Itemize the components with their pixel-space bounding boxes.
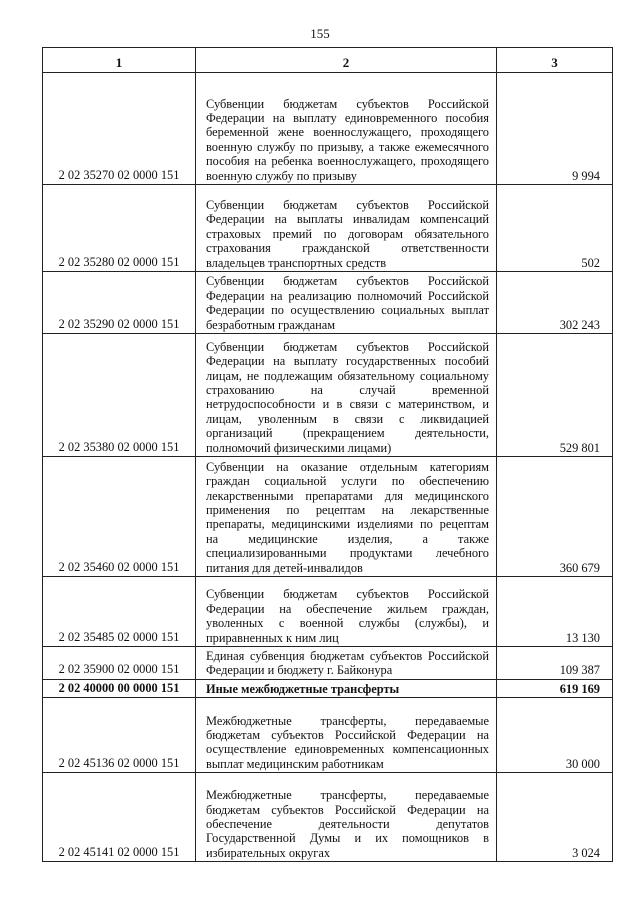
row-code: 2 02 35380 02 0000 151	[43, 334, 196, 457]
row-description: Единая субвенция бюджетам субъектов Российской Федерации и бюджету г. Байконура	[196, 647, 497, 680]
table-row	[43, 647, 613, 680]
table-row	[43, 577, 613, 647]
row-description: Иные межбюджетные трансферты	[196, 679, 497, 697]
row-description: Субвенции бюджетам субъектов Российской Федерации на реализацию полномочий Российской Федерации по осуществлению социальных выплат безработным гражданам	[196, 272, 497, 334]
table-row	[43, 272, 613, 334]
column-header-amount: 3	[497, 48, 613, 73]
table-row-section-total	[43, 679, 613, 697]
table-row	[43, 73, 613, 185]
table-row	[43, 185, 613, 272]
row-description: Субвенции бюджетам субъектов Российской Федерации на обеспечение жильем граждан, уволенных с военной службы (службы), и приравненных к ним лиц	[196, 577, 497, 647]
row-description: Субвенции на оказание отдельным категориям граждан социальной услуги по обеспечению лекарственными препаратами для медицинского применения по рецептам на лекарственные препараты, медицинскими изделиями по рецептам на медицинские изделия, а также специализированными продуктами лечебного питания для детей-инвалидов	[196, 457, 497, 577]
row-amount: 9 994	[497, 73, 613, 185]
row-code: 2 02 35280 02 0000 151	[43, 185, 196, 272]
row-amount: 302 243	[497, 272, 613, 334]
row-amount: 109 387	[497, 647, 613, 680]
row-description: Субвенции бюджетам субъектов Российской Федерации на выплату государственных пособий лицам, не подлежащим обязательному социальному страхованию на случай временной нетрудоспособности и в связи с материнством, и лицам, уволенным в связи с ликвидацией организаций (прекращением деятельности, полномочий физическими лицами)	[196, 334, 497, 457]
row-code: 2 02 35485 02 0000 151	[43, 577, 196, 647]
row-amount: 529 801	[497, 334, 613, 457]
page-number: 155	[310, 26, 330, 41]
table-row	[43, 457, 613, 577]
row-code: 2 02 35270 02 0000 151	[43, 73, 196, 185]
row-description: Субвенции бюджетам субъектов Российской Федерации на выплаты инвалидам компенсаций страховых премий по договорам обязательного страхования гражданской ответственности владельцев транспортных средств	[196, 185, 497, 272]
row-code: 2 02 45141 02 0000 151	[43, 773, 196, 862]
table-row	[43, 698, 613, 773]
table-header-row	[43, 48, 613, 73]
column-header-description: 2	[196, 48, 497, 73]
row-amount: 13 130	[497, 577, 613, 647]
row-amount: 619 169	[497, 679, 613, 697]
row-description: Субвенции бюджетам субъектов Российской Федерации на выплату единовременного пособия беременной жене военнослужащего, проходящего военную службу по призыву, а также ежемесячного пособия на ребенка военнослужащего, проходящего военную службу по призыву	[196, 73, 497, 185]
column-header-code: 1	[43, 48, 196, 73]
row-code: 2 02 45136 02 0000 151	[43, 698, 196, 773]
table-row	[43, 334, 613, 457]
row-amount: 30 000	[497, 698, 613, 773]
row-code: 2 02 35290 02 0000 151	[43, 272, 196, 334]
table-row	[43, 773, 613, 862]
row-description: Межбюджетные трансферты, передаваемые бюджетам субъектов Российской Федерации на осуществление единовременных компенсационных выплат медицинским работникам	[196, 698, 497, 773]
row-description: Межбюджетные трансферты, передаваемые бюджетам субъектов Российской Федерации на обеспечение деятельности депутатов Государственной Думы и их помощников в избирательных округах	[196, 773, 497, 862]
budget-table	[42, 47, 613, 862]
row-code: 2 02 40000 00 0000 151	[43, 679, 196, 697]
row-code: 2 02 35460 02 0000 151	[43, 457, 196, 577]
row-code: 2 02 35900 02 0000 151	[43, 647, 196, 680]
row-amount: 502	[497, 185, 613, 272]
row-amount: 360 679	[497, 457, 613, 577]
row-amount: 3 024	[497, 773, 613, 862]
